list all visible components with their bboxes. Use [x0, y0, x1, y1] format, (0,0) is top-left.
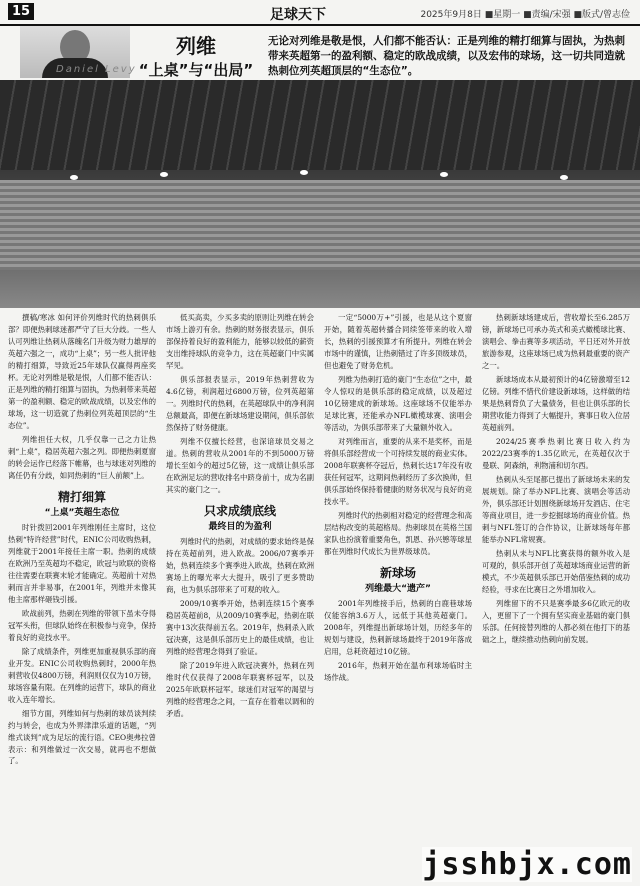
stadium-roof	[0, 80, 640, 170]
article-column-3	[324, 312, 472, 882]
paragraph: 热刺从未与NFL比赛获得的额外收入是可观的，俱乐部开创了英超球场商业运营的新模式，不少英超俱乐部已开始借鉴热刺的成功经验，寻求在比赛日之外增加收入。	[482, 548, 630, 594]
masthead-bar	[0, 0, 640, 26]
watermark: jsshbjx.com	[422, 847, 632, 882]
subheading-subtitle: “上桌”英超生态位	[44, 507, 120, 518]
paragraph: 一定“5000万+”引援，也是从这个夏窗开始，随着英超转播合同续签带来的收入增长，热刺的引援预算才有所提升。列维在转会市场中的谨慎，让热刺错过了许多顶级球员，但也避免了财务危机。	[324, 313, 472, 370]
paragraph: 列维留下的不只是赛季最多6亿欧元的收入，更留下了一个拥有坚实商业基础的豪门俱乐部。任何接替列维的人都必须在他打下的基础之上，继续推动热刺向前发展。	[482, 598, 630, 644]
subheading	[166, 502, 314, 532]
paragraph: 2009/10赛季开始，热刺连续15个赛季稳居英超前8，从2009/10赛季起，热刺在联赛中13次获得前五名。2019年，热刺杀入欧冠决赛，这是俱乐部历史上的最佳成绩，也让列维的经营理念得到了验证。	[166, 598, 314, 656]
paragraph: 除了2019年进入欧冠决赛外，热刺在列维时代仅获得了2008年联赛杯冠军，以及2025年欧联杯冠军。球迷们对冠军的渴望与列维的经营理念之间，一直存在着难以调和的矛盾。	[166, 660, 314, 718]
paragraph: 时针拨回2001年列维刚任主席时，这位热刺“特许经营”时代，ENIC公司收购热刺，列维就于2001年接任主席一职。热刺的成绩在欧洲乃至英超均不稳定，欧冠与欧联的资格往往需要在联赛末轮才能确定。英超前十对热刺而言并非易事，在2001年，列维并未像其他主席那样砸钱引援。	[8, 522, 156, 604]
article-intro: 无论对列维是敬是恨，人们都不能否认：正是列维的精打细算与固执，为热刺带来英超第一的盈利额、稳定的欧战成绩，以及宏伟的球场，这一切共同造就热刺位列英超顶层的“生态位”。	[268, 35, 625, 78]
paragraph: 列维担任大权，几乎仅靠一己之力让热刺“上桌”，稳居英超六强之列。即便热刺夏窗的转会运作已经落下帷幕，也与球迷对列维的离任仍有分歧，如同热刺的“巨人前额”上。	[8, 434, 156, 480]
subheading-subtitle: 列维最大“遗产”	[365, 583, 431, 594]
paragraph: 列维时代的热刺相对稳定的经营理念和高层结构改变的英超格局。热刺球员在英格兰国家队也扮演着重要角色，凯恩、孙兴慜等球星都在列维时代成长为世界级球员。	[324, 510, 472, 556]
article-column-1	[8, 312, 156, 882]
article-column-4	[482, 312, 630, 882]
dateline: 2025年9月8日 ■星期一 ■责编/宋强 ■版式/曾志俭	[420, 10, 630, 20]
columnist-name: 列维	[176, 34, 216, 58]
subheading	[8, 488, 156, 518]
paragraph: 欧战前列，热刺在列维的带领下虽未夺得冠军头衔，但球队始终在积极参与竞争，保持着良好的竞技水平。	[8, 608, 156, 642]
paragraph: 2001年列维接手后，热刺的白鹿巷球场仅能容纳3.6万人，远低于其他英超豪门。2008年，列维提出新球场计划，历经多年的规划与建设，热刺新球场最终于2019年落成启用，总耗资超过10亿镑。	[324, 598, 472, 656]
paragraph: 热刺新球场建成后，营收增长至6.285万镑，新球场已可承办英式和美式橄榄球比赛、演唱会、拳击赛等多项活动，平日还对外开放旅游参观，这座球场已成为热刺最重要的资产之一。	[482, 313, 630, 370]
paragraph: 列维时代的热刺，对成绩的要求始终是保持在英超前列，进入欧战。2006/07赛季开始，热刺连续多个赛季进入欧战，热刺在欧洲赛场上的曝光率大大提升，吸引了更多赞助商，也为俱乐部带来了可观的收入。	[166, 536, 314, 594]
paragraph: 细节方面，列维如何与热刺的球员谈判续约与转会，也成为外界津津乐道的话题，“列维式谈判”成为足坛的流行语。CEO奥弗拉曾表示：和列维做过一次交易，就再也不想做了。	[8, 708, 156, 766]
floodlight	[560, 175, 568, 180]
paragraph: 2024/25赛季热刺比赛日收入约为2022/23赛季的1.35亿欧元，在英超仅次于曼联、阿森纳，利物浦和切尔西。	[482, 436, 630, 470]
paragraph: 列维为热刺打造的豪门“生态位”之中，最令人惊叹的是俱乐部的稳定成绩，以及超过10亿镑建成的新球场。这座球场不仅能举办足球比赛，还能承办NFL橄榄球赛、演唱会等活动，为俱乐部带来了大量额外收入。	[324, 374, 472, 432]
paragraph: 除了成绩条件，列维更加重视俱乐部的商业开发。ENIC公司收购热刺时，2000年热刺营收仅4800万镑，利润则仅仅为10万镑，球场容量有限。在列维的运营下，球队的商业收入连年增长。	[8, 646, 156, 704]
paragraph: 低买高卖，少买多卖的原则让列维在转会市场上游刃有余。热刺的财务报表显示，俱乐部保持着良好的盈利能力，能够以较低的薪资支出维持球队的竞争力，这在英超豪门中实属罕见。	[166, 313, 314, 370]
floodlight	[160, 172, 168, 177]
paragraph: 撰稿/寒冰 如何评价列维时代的热刺俱乐部？即便热刺球迷都严守了巨大分歧。一些人认可列维让热刺从落魄名门升级为财力雄厚的英超六强之一，成功“上桌”；另一些人批评他的精打细算，导致近25年球队仅赢得两座奖杯。无论对列维是敬是恨，人们都不能否认：正是列维的精打细算与固执，为热刺带来英超第一的盈利额、稳定的欧战成绩，以及宏伟的球场，这一切造就了热刺位列英超顶层的“生态位”。	[8, 313, 156, 430]
article-column-2	[166, 312, 314, 882]
article-body	[8, 312, 632, 882]
subheading-title: 只求成绩底线	[203, 503, 276, 518]
paragraph: 热刺从头至尾都已提出了新球场未来的发展规划。除了举办NFL比赛、演唱会等活动外，俱乐部还计划围绕新球场开发酒店、住宅等商业项目，进一步挖掘球场的商业价值。热刺与NFL签订的合作协议，让新球场每年都能举办NFL常规赛。	[482, 474, 630, 544]
column-name	[136, 30, 256, 80]
paragraph: 对列维而言，重要的从来不是奖杯，而是将俱乐部经营成一个可持续发展的商业实体。2008年联赛杯夺冠后，热刺长达17年没有收获任何冠军，这期间热刺经历了多次换帅，但俱乐部始终保持着健康的财务状况与良好的竞技水平。	[324, 436, 472, 506]
floodlight	[440, 172, 448, 177]
stadium-photo	[0, 80, 640, 308]
paragraph: 新球场成本从最初预计的4亿镑激增至12亿镑。列维不惜代价建设新球场，这样做的结果是热刺背负了大量债务，但也让俱乐部的长期营收能力得到了大幅提升，赛事日收入位居英超前列。	[482, 374, 630, 432]
stadium-stand	[0, 180, 640, 270]
floodlight	[70, 175, 78, 180]
page-number: 15	[8, 3, 34, 20]
subheading-title: 精打细算	[57, 489, 106, 504]
column-header	[0, 26, 640, 78]
floodlight	[300, 170, 308, 175]
subheading	[324, 564, 472, 594]
subheading-subtitle: 最终目的为盈利	[208, 521, 272, 532]
column-tagline: “上桌”与“出局”	[138, 61, 254, 79]
paragraph: 俱乐部报表显示，2019年热刺营收为4.6亿镑，利润超过6800万镑，位列英超第一。列维时代的热刺，在英超球队中的净利润总额最高，即便在新球场建设期间，俱乐部依然保持了财务健康。	[166, 374, 314, 432]
subheading-title: 新球场	[379, 565, 416, 580]
section-title: 足球天下	[270, 7, 326, 23]
columnist-english-name: Daniel Levy	[56, 64, 137, 75]
paragraph: 2016年，热刺开始在温布利球场临时主场作战。	[324, 660, 472, 682]
paragraph: 列维不仅擅长经营，也深谙球员交易之道。热刺的营收从2001年的不到5000万镑增长至如今的超过5亿镑，这一成绩让俱乐部在欧洲足坛的营收排名中跻身前十，成为名副其实的豪门之一。	[166, 436, 314, 494]
